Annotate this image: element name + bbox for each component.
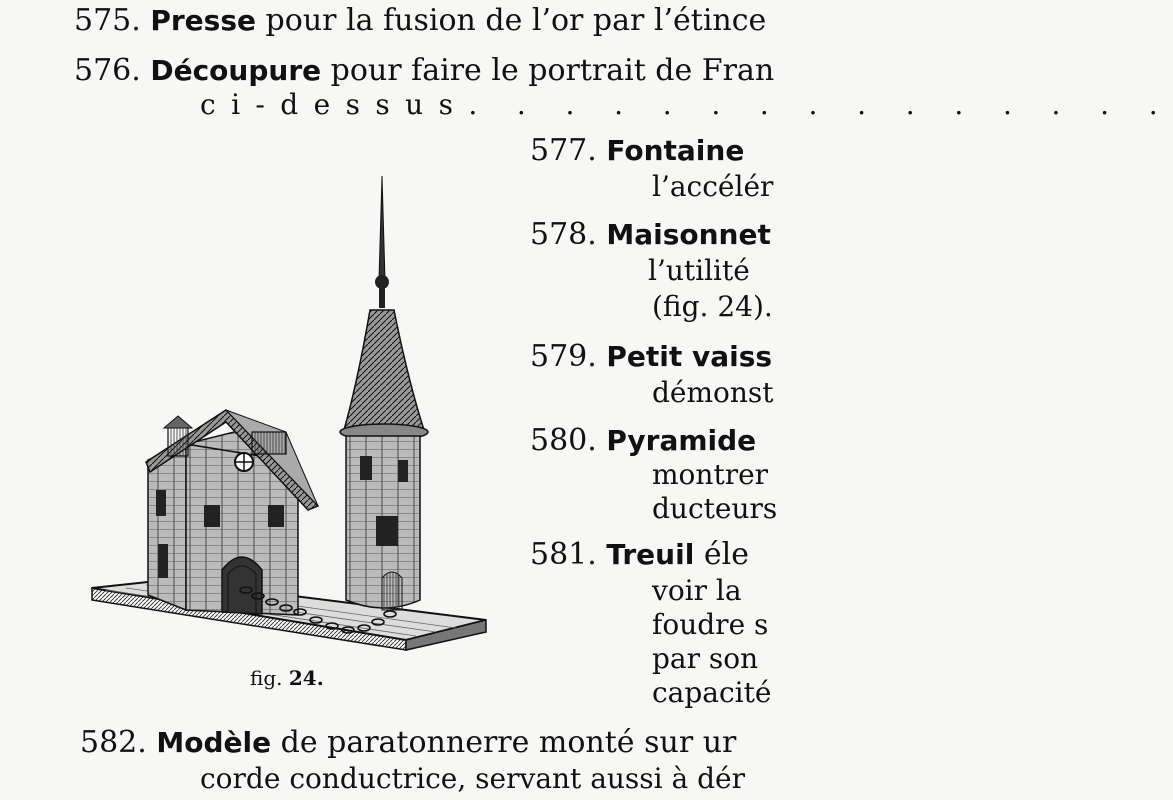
entry-text: par son [652, 642, 759, 675]
entry-text: éle [703, 537, 749, 572]
entry-keyword: Treuil [606, 538, 695, 571]
entry-text: l’utilité [648, 254, 750, 287]
entry-575 [74, 4, 766, 38]
entry-text: (fig. 24). [652, 290, 773, 323]
entry-576-continuation [200, 88, 1173, 122]
entry-577 [530, 134, 744, 168]
entry-text: voir la [652, 574, 742, 607]
entry-576 [74, 54, 774, 88]
entry-number: 577. [530, 133, 597, 168]
entry-581-continuation [652, 676, 771, 710]
entry-text: corde conductrice, servant aussi à dér [200, 762, 745, 795]
entry-581-continuation [652, 574, 742, 608]
entry-578 [530, 218, 771, 252]
tower [340, 176, 428, 610]
entry-579-continuation [652, 376, 774, 410]
entry-text: foudre s [652, 608, 769, 641]
entry-577-continuation [652, 170, 773, 204]
entry-keyword: Petit vaiss [606, 340, 773, 373]
entry-578-continuation [652, 290, 773, 324]
entry-580-continuation [652, 458, 768, 492]
entry-number: 575. [74, 3, 141, 38]
entry-number: 579. [530, 339, 597, 374]
entry-582-continuation [200, 762, 745, 796]
entry-keyword: Pyramide [606, 424, 757, 457]
entry-number: 582. [80, 725, 147, 760]
entry-578-continuation [648, 254, 750, 288]
entry-text: l’accélér [652, 170, 774, 203]
entry-text: démonst [652, 376, 774, 409]
entry-number: 580. [530, 423, 597, 458]
entry-581-continuation [652, 642, 758, 676]
entry-text: capacité [652, 676, 772, 709]
entry-text: ci-dessus. . . . . . . . . . . . . . . [200, 88, 1173, 121]
entry-580 [530, 424, 756, 458]
caption-number: 24. [288, 666, 324, 690]
house-tower-illustration [86, 170, 496, 660]
entry-581 [530, 538, 749, 572]
house [146, 410, 318, 615]
entry-text: de paratonnerre monté sur ur [280, 725, 737, 760]
caption-prefix: fig. [250, 666, 283, 690]
entry-579 [530, 340, 772, 374]
entry-text: pour faire le portrait de Fran [330, 53, 775, 88]
entry-number: 578. [530, 217, 597, 252]
entry-keyword: Modèle [156, 726, 272, 759]
figure-caption [250, 666, 324, 690]
entry-keyword: Presse [150, 4, 256, 37]
entry-text: ducteurs [652, 492, 778, 525]
entry-keyword: Fontaine [606, 134, 745, 167]
entry-582 [80, 726, 736, 760]
entry-580-continuation [652, 492, 777, 526]
entry-keyword: Découpure [150, 54, 322, 87]
entry-number: 576. [74, 53, 141, 88]
entry-text: pour la fusion de l’or par l’étince [265, 3, 767, 38]
entry-581-continuation [652, 608, 768, 642]
entry-keyword: Maisonnet [606, 218, 771, 251]
entry-number: 581. [530, 537, 597, 572]
entry-text: montrer [652, 458, 769, 491]
